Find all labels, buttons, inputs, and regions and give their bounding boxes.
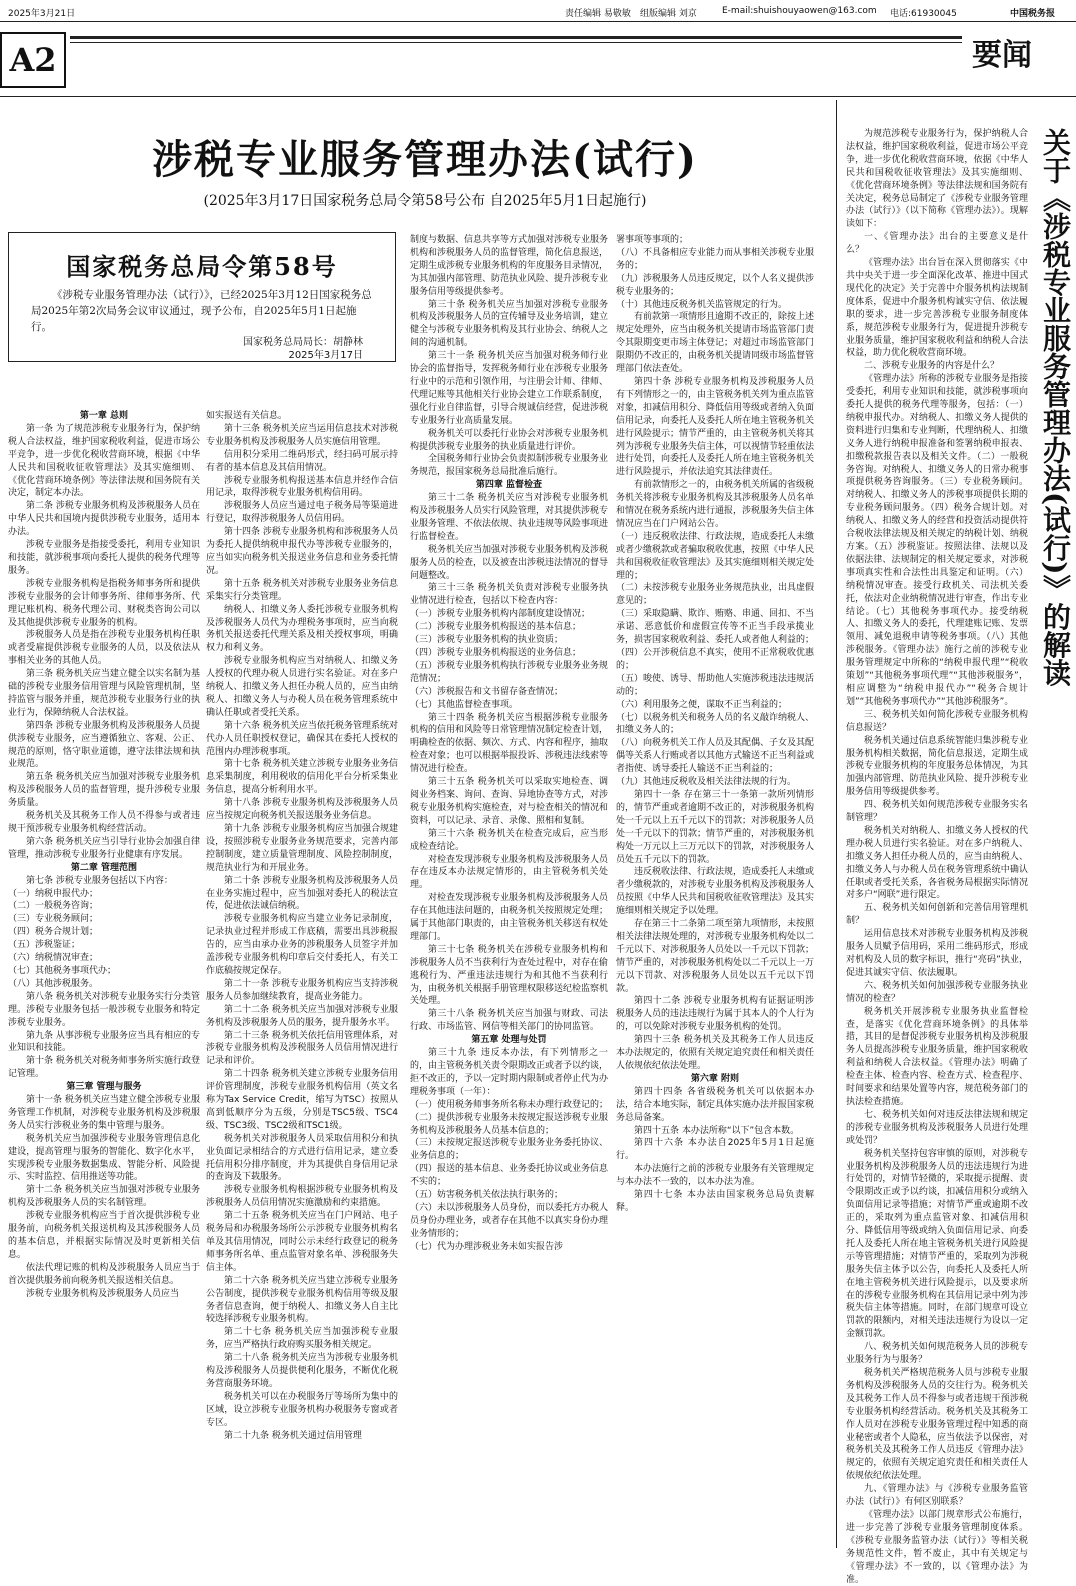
list-item: （八）其他涉税服务。 bbox=[8, 978, 99, 989]
chapter-heading: 第二章 管理范围 bbox=[70, 862, 138, 873]
paragraph: 第七条 涉税专业服务包括以下内容： bbox=[26, 875, 173, 886]
list-item: （十）其他违反税务机关监管规定的行为。 bbox=[616, 299, 788, 310]
paragraph: 税务机关严格规范税务人员与涉税专业服务机构及涉税服务人员的交往行为。税务机关及其税务工作人员不得参与或者违规干预涉税专业服务机构经营活动。税务机关及其税务工作人员对在涉税专业服务管理过程中知悉的商业秘密或者个人隐私，应当依法予以保密，对税务机关及其税务工作人员违反《管理办法》规定的，依照有关规定追究责任和相关责任人依规依纪依法处理。 bbox=[846, 1368, 1028, 1482]
list-item: （九）其他违反税收及相关法律法规的行为。 bbox=[616, 777, 797, 788]
paragraph: 税务机关坚持包容审慎的原则，对涉税专业服务机构及涉税服务人员的违法违规行为进行处罚的，对情节轻微的，采取提示提醒、责令限期改正或予以约谈，扣减信用积分或纳入负面信用记录等措施；对情节严重或逾期不改正的，采取列为重点监管对象、扣减信用积分、降低信用等级或纳入负面信用记录、向委托人及委托人所在地主管税务机关进行风险提示等管理措施；对情节严重的，采取列为涉税服务失信主体予以公告，向委托人及委托人所在地主管税务机关进行风险提示，以及要求所在的涉税专业服务机构在其信用记录中列为涉税失信主体等措施。同时，在部门规章可设立罚款的限额内，对相关违法违规行为设以一定金额罚款。 bbox=[846, 1148, 1028, 1340]
paragraph: 第三十三条 税务机关负责对涉税专业服务执业情况进行检查，包括以下检查内容： bbox=[410, 583, 608, 607]
paragraph: 《管理办法》所称的涉税专业服务是指接受委托，利用专业知识和技能，就涉税事项向委托人提供的税务代理等服务，包括：（一）纳税申报代办。对纳税人、扣缴义务人提供的资料进行归集和专业判断，代理纳税人、扣缴义务人进行纳税申报准备和签署纳税申报表、扣缴税款报告表以及相关文件。（二）一般税务咨询。对纳税人、扣缴义务人的日常办税事项提供税务咨询服务。（三）专业税务顾问。对纳税人、扣缴义务人的涉税事项提供长期的专业税务顾问服务。（四）税务合规计划。对纳税人、扣缴义务人的经营和投资活动提供符合税收法律法规及相关规定的纳税计划、纳税方案。（五）涉税鉴证。按照法律、法规以及依据法律、法规制定的相关规定要求，对涉税事项真实性和合法性出具鉴定和证明。（六）纳税情况审查。接受行政机关、司法机关委托，依法对企业纳税情况进行审查，作出专业结论。（七）其他税务事项代办。接受纳税人、扣缴义务人的委托，代理建账记账、发票领用、减免退税申请等税务事项。（八）其他涉税服务。《管理办法》施行之前的涉税专业服务管理规定中所称的“纳税申报代理”“税收策划”“其他税务事项代理”“其他涉税服务”，相应调整为“纳税申报代办”“税务合规计划”“其他税务事项代办”“其他涉税服务”。 bbox=[846, 374, 1028, 707]
list-item: （一）涉税专业服务机构内部制度建设情况； bbox=[410, 609, 591, 620]
decree-body: 《涉税专业服务管理办法（试行）》，已经2025年3月12日国家税务总局2025年第2次局务会议审议通过，现予公布，自2025年5月1日起施行。 bbox=[31, 289, 372, 333]
paragraph: 涉税专业服务是指接受委托，利用专业知识和技能，就涉税事项向委托人提供的税务代理等服务。 bbox=[8, 540, 200, 576]
paragraph: 第十二条 税务机关应当加强对涉税专业服务机构及涉税服务人员的实名制管理。 bbox=[8, 1185, 200, 1209]
decree-signer: 国家税务总局局长：胡静林 bbox=[243, 337, 363, 348]
paragraph: 税务机关应当加强对涉税专业服务机构及涉税服务人员的检查，以及被查出涉税违法情况的督导问题整改。 bbox=[410, 544, 609, 581]
paragraph: 第二十九条 税务机关通过信用管理 bbox=[224, 1430, 362, 1441]
paragraph: 三、税务机关如何简化涉税专业服务机构信息报送？ bbox=[846, 709, 1028, 733]
decree-title: 国家税务总局令第58号 bbox=[66, 252, 338, 281]
paragraph: 税务机关对纳税人、扣缴义务人授权的代理办税人员进行实名验证。对在多户纳税人、扣缴义务人担任办税人员的，应当由纳税人、扣缴义务人与办税人员在税务管理系统中确认任职或者受托关系，各省税务局根据实际情况对多户“网联”进行限定。 bbox=[846, 825, 1028, 901]
header-rule bbox=[0, 21, 1076, 22]
paragraph: 五、税务机关如何创新和完善信用管理机制？ bbox=[846, 903, 1028, 927]
list-item: 署事项等事项的； bbox=[616, 235, 689, 245]
list-item: （六）纳税情况审查； bbox=[8, 953, 99, 964]
list-item: （一）使用税务师事务所名称未办理行政登记的； bbox=[410, 1099, 609, 1110]
paragraph: 有前款第一项情形且逾期不改正的，除按上述规定处理外，应当由税务机关提请市场监管部门责令其限期变更市场主体登记；对超过市场监管部门限期仍不改正的，由税务机关提请同级市场监督管理部门依法查处。 bbox=[616, 312, 815, 375]
contact-email: E-mail:shuishouyaowen@163.com bbox=[722, 6, 877, 16]
paragraph: 一、《管理办法》出台的主要意义是什么？ bbox=[846, 232, 1028, 256]
paragraph: 第五条 税务机关应当加强对涉税专业服务机构及涉税服务人员的监督管理，提升涉税专业服务质量。 bbox=[8, 772, 200, 809]
paragraph: 涉税专业服务机构根据涉税专业服务机构及涉税服务人员信用情况实施激励和约束措施。 bbox=[206, 1185, 398, 1209]
paragraph: 第四十六条 本办法自2025年5月1日起施行。 bbox=[616, 1138, 814, 1162]
paragraph: 九、《管理办法》与《涉税专业服务监管办法（试行）》有何区别联系？ bbox=[846, 1484, 1028, 1508]
paragraph: 八、税务机关如何规范税务人员的涉税专业服务行为与服务？ bbox=[846, 1342, 1028, 1366]
paragraph: 第二十五条 税务机关应当在门户网站、电子税务局和办税服务场所公示涉税专业服务机构名单及其信用情况，同时公示未经行政登记的税务师事务所名单、重点监管对象名单、涉税服务失信主体。 bbox=[206, 1211, 398, 1273]
paragraph: 七、税务机关如何对违反法律法规和规定的涉税专业服务机构及涉税服务人员进行处理或处罚？ bbox=[846, 1109, 1028, 1146]
paragraph: 第二十一条 涉税专业服务机构应当支持涉税服务人员参加继续教育，提高业务能力。 bbox=[206, 978, 398, 1002]
list-item: （六）涉税报告和文书留存备查情况； bbox=[410, 686, 564, 697]
list-item: （二）未按涉税专业服务业务规范执业，出具虚假意见的； bbox=[616, 583, 815, 607]
paragraph: 第九条 从事涉税专业服务应当具有相应的专业知识和技能。 bbox=[8, 1030, 200, 1054]
section-rule-bottom bbox=[70, 42, 962, 43]
interpretation-column bbox=[846, 128, 1028, 1585]
chapter-heading: 第六章 附则 bbox=[690, 1073, 740, 1084]
paragraph: 第四条 涉税专业服务机构及涉税服务人员提供涉税专业服务，应当遵循独立、客观、公正、规范的原则，恪守职业道德，遵守法律法规和执业规范。 bbox=[8, 720, 200, 770]
paragraph: 对检查发现涉税专业服务机构及涉税服务人员存在违反本办法规定情形的，由主管税务机关处理。 bbox=[410, 854, 609, 891]
paragraph: 涉税专业服务机构应当建立业务记录制度，记录执业过程并形成工作底稿，需要出具涉税报告的，应当由承办业务的涉税服务人员签字并加盖涉税专业服务机构印章后交付委托人，有关工作底稿按规定保存。 bbox=[206, 914, 398, 976]
decree-date: 2025年3月17日 bbox=[288, 350, 363, 361]
paragraph: 第十五条 税务机关对涉税专业服务业务信息采集实行分类管理。 bbox=[206, 578, 398, 602]
list-item: （八）向税务机关工作人员及其配偶、子女及其配偶等关系人行贿或者以其他方式输送不正当利益或者指使、诱导委托人输送不正当利益的； bbox=[616, 738, 815, 775]
article-subtitle: (2025年3月17日国家税务总局令第58号公布 自2025年5月1日起施行) bbox=[203, 193, 647, 209]
paragraph: 涉税服务人员应当通过电子税务局等渠道进行登记，取得涉税服务人员信用码。 bbox=[206, 501, 398, 525]
paragraph: 本办法施行之前的涉税专业服务有关管理规定与本办法不一致的，以本办法为准。 bbox=[616, 1164, 815, 1188]
chapter-heading: 第三章 管理与服务 bbox=[66, 1082, 142, 1093]
chapter-heading: 第五章 处理与处罚 bbox=[471, 1035, 547, 1046]
chapter-heading: 第四章 监督检查 bbox=[475, 480, 543, 491]
list-item: （二）涉税专业服务机构报送的基本信息； bbox=[410, 622, 582, 633]
list-item: （七）以税务机关和税务人员的名义敲诈纳税人、扣缴义务人的； bbox=[616, 712, 815, 736]
paragraph: 第二十三条 税务机关依托信用管理体系，对涉税专业服务机构及涉税服务人员信用情况进行记录和评价。 bbox=[206, 1030, 398, 1067]
paragraph: 《管理办法》出台旨在深入贯彻落实《中共中央关于进一步全面深化改革、推进中国式现代化的决定》关于完善中介服务机构法规制度体系，促进中介服务机构诚实守信、依法履职的要求，进一步完善涉税专业服务制度体系，规范涉税专业服务行为，促进提升涉税专业服务质量，维护国家税收利益和纳税人合法权益，助力优化税收营商环境。 bbox=[846, 258, 1028, 359]
paragraph: 存在第三十二条第二项至第九项情形，未按照相关法律法规处理的，对涉税专业服务机构处以二千元以下、对涉税服务人员处以一千元以下罚款；情节严重的，对涉税服务机构处以二千元以上一万元以下罚款、对涉税服务人员处以五千元以下罚款。 bbox=[616, 919, 815, 994]
paragraph: 第三十八条 税务机关应当加强与财政、司法行政、市场监管、网信等相关部门的协同监管。 bbox=[410, 1009, 608, 1033]
list-item: （五）涉税专业服务机构执行涉税专业服务业务规范情况； bbox=[410, 660, 609, 684]
section-title: 要闻 bbox=[972, 38, 1032, 73]
paragraph: 第十八条 涉税专业服务机构及涉税服务人员应当按规定向税务机关报送服务业务信息。 bbox=[206, 798, 398, 822]
chapter-heading: 第一章 总则 bbox=[79, 411, 129, 421]
paragraph: 四、税务机关如何规范涉税专业服务实名制管理？ bbox=[846, 800, 1028, 824]
paragraph: 六、税务机关如何加强涉税专业服务执业情况的检查？ bbox=[846, 980, 1028, 1004]
section-rule-top bbox=[70, 36, 962, 39]
paragraph: 第四十七条 本办法由国家税务总局负责解释。 bbox=[616, 1190, 814, 1213]
paragraph: 二、涉税专业服务的内容是什么？ bbox=[864, 361, 1000, 372]
paragraph: 第一条 为了规范涉税专业服务行为，保护纳税人合法权益，维护国家税收利益，促进市场公平竞争，进一步优化税收营商环境，根据《中华人民共和国税收征收管理法》及其实施细则、《优化营商环境条例》等法律法规和国务院有关决定，制定本办法。 bbox=[8, 423, 200, 499]
interpretation-title: 关于《涉税专业服务管理办法(试行)》的解读 bbox=[1039, 128, 1072, 687]
decree-box bbox=[8, 232, 396, 362]
paragraph: 涉税专业服务机构及涉税服务人员应当 bbox=[26, 1288, 180, 1299]
paragraph: 第十四条 涉税专业服务机构和涉税服务人员为委托人提供纳税申报代办等涉税专业服务的，应当如实向税务机关报送业务信息和业务委托情况。 bbox=[206, 527, 398, 576]
paragraph: 第三十条 税务机关应当加强对涉税专业服务机构及涉税服务人员的宣传辅导及业务培训，建立健全与涉税专业服务机构及其行业协会、纳税人之间的沟通机制。 bbox=[410, 299, 609, 349]
paragraph: 涉税专业服务机构是指税务师事务所和提供涉税专业服务的会计师事务所、律师事务所、代理记账机构、税务代理公司、财税类咨询公司以及其他提供涉税专业服务的机构。 bbox=[8, 578, 200, 628]
paragraph: 为规范涉税专业服务行为，保护纳税人合法权益，维护国家税收利益，促进市场公平竞争，进一步优化税收营商环境，依据《中华人民共和国税收征收管理法》及其实施细则、《优化营商环境条例》等法律法规和国务院有关决定，税务总局制定了《涉税专业服务管理办法（试行）》（以下简称《管理办法》）。现解读如下： bbox=[846, 129, 1028, 230]
paragraph: 涉税专业服务机构报送基本信息并经作合信用记录，取得涉税专业服务机构信用码。 bbox=[206, 475, 398, 499]
list-item: （七）代为办理涉税业务未如实报告涉 bbox=[410, 1241, 564, 1252]
list-item: （四）公开涉税信息不真实，使用不正常税收优惠的； bbox=[616, 648, 815, 671]
list-item: （二）提供涉税专业服务未按规定报送涉税专业服务机构及涉税服务人员基本信息的； bbox=[410, 1112, 609, 1136]
list-item: （一）纳税申报代办； bbox=[8, 888, 99, 899]
paragraph: 第三条 税务机关应当建立健全以实名制为基础的涉税专业服务信用管理与风险管理机制，坚持监管与服务并重，规范涉税专业服务行业的执业行为，保障纳税人合法权益。 bbox=[8, 669, 200, 718]
list-item: （四）报送的基本信息、业务委托协议或业务信息不实的； bbox=[410, 1164, 609, 1188]
paragraph: 全国税务师行业协会负责拟制涉税专业服务业务规范，报国家税务总局批准后施行。 bbox=[410, 454, 609, 478]
paragraph: 税务机关可以委托行业协会对涉税专业服务机构提供涉税专业服务的执业质量进行评价。 bbox=[410, 428, 609, 452]
article-column-2 bbox=[206, 410, 398, 1544]
article-column-1 bbox=[8, 410, 200, 1544]
list-item: 如实报送有关信息。 bbox=[206, 411, 288, 421]
paragraph: 税务机关对涉税服务人员采取信用积分和执业负面记录相结合的方式进行信用记录，建立委托信用积分排序制度，并为其提供自身信用记录的查询及下载服务。 bbox=[206, 1133, 398, 1183]
paragraph: 第十条 税务机关对税务师事务所实施行政登记管理。 bbox=[8, 1056, 200, 1080]
paragraph: 税务机关应当加强涉税专业服务管理信息化建设，提高管理与服务的智能化、数字化水平，实现涉税专业服务数据集成、智能分析、风险提示、实时监控、信用推送等功能。 bbox=[8, 1133, 200, 1183]
paragraph: 运用信息技术对涉税专业服务机构及涉税服务人员赋予信用码，采用二维码形式，形成对机构及人员的数字标识，推行“亮码”执业，促进其诚实守信、依法履职。 bbox=[846, 929, 1028, 978]
layout-editor-credit: 组版编辑 刘京 bbox=[640, 9, 697, 19]
list-item: （五）涉税鉴证； bbox=[8, 940, 81, 951]
paragraph: 有前款情形之一的，由税务机关所属的省级税务机关将涉税专业服务机构及其涉税服务人员名单和情况在税务系统内进行通报，涉税服务失信主体情况应当在门户网站公告。 bbox=[616, 480, 815, 529]
article-column-4 bbox=[616, 234, 814, 1544]
paragraph: 第三十二条 税务机关应当对涉税专业服务机构及涉税服务人员实行风险管理，对其提供涉税专业服务管理、不依法依规、执业违规等风险事项进行监督检查。 bbox=[410, 493, 609, 542]
paragraph: 第十九条 涉税专业服务机构应当加强合规建设，按照涉税专业服务业务规范要求，完善内部控制制度，建立质量管理制度、风险控制制度，规范执业行为和开展业务。 bbox=[206, 824, 398, 873]
paragraph: 第四十二条 涉税专业服务机构有证据证明涉税服务人员的违法违规行为属于其本人的个人行为的，可以免除对涉税专业服务机构的处罚。 bbox=[616, 996, 815, 1033]
paragraph: 税务机关通过信息系统智能归集涉税专业服务机构相关数据，简化信息报送，定期生成涉税专业服务机构的年度服务总体情况，为其加强内部管理、防范执业风险、提升涉税专业服务信用等级提供参考。 bbox=[846, 735, 1028, 798]
paragraph: 第二十八条 税务机关应当为涉税专业服务机构及涉税服务人员提供便利化服务，不断优化税务营商服务环境。 bbox=[206, 1353, 398, 1389]
paragraph: 第三十七条 税务机关在涉税专业服务机构和涉税服务人员不当获利行为查处过程中，对存在偷逃税行为、严重违法违规行为和其他不当获利行为，由税务机关根据手册管理权限移送纪检监察机关处理。 bbox=[410, 944, 609, 1007]
paragraph: 第二条 涉税专业服务机构及涉税服务人员在中华人民共和国境内提供涉税专业服务，适用本办法。 bbox=[8, 501, 200, 538]
paragraph: 第八条 税务机关对涉税专业服务实行分类管理。涉税专业服务包括一般涉税专业服务和特定涉税专业服务。 bbox=[8, 991, 200, 1028]
paragraph: 第十六条 税务机关应当依托税务管理系统对代办人员任职授权登记，确保其在委托人授权的范围内办理涉税事项。 bbox=[206, 720, 398, 757]
paragraph: 税务机关开展涉税专业服务执业监督检查，是落实《优化营商环境条例》的具体举措，其目的是督促涉税专业服务机构及涉税服务人员提高涉税专业服务质量，维护国家税收利益和纳税人合法权益。《管理办法》明确了检查主体、检查内容、检查方式、检查程序、时间要求和结果处置等内容，规范税务部门的执法检查措施。 bbox=[846, 1006, 1028, 1107]
issue-date: 2025年3月21日 bbox=[8, 9, 76, 19]
paragraph: 第十一条 税务机关应当建立健全涉税专业服务管理工作机制，对涉税专业服务机构及涉税服务人员实行涉税业务的集中管理与服务。 bbox=[8, 1095, 200, 1131]
paragraph: 对检查发现涉税专业服务机构及涉税服务人员存在其他违法问题的，由税务机关按照规定处理；属于其他部门职责的，由主管税务机关移送有权处理部门。 bbox=[410, 893, 609, 942]
list-item: （六）利用服务之便，谋取不正当利益的； bbox=[616, 699, 788, 710]
paragraph: 第三十五条 税务机关可以采取实地检查、调阅业务档案、询问、查询、异地协查等方式，对涉税专业服务机构实施检查，对与检查相关的情况和资料，可以记录、录音、录像、照相和复制。 bbox=[410, 777, 609, 826]
list-item: （二）一般税务咨询； bbox=[8, 901, 99, 912]
paragraph: 第四十四条 各省级税务机关可以依据本办法，结合本地实际，制定具体实施办法并报国家税务总局备案。 bbox=[616, 1086, 815, 1123]
list-item: （四）涉税专业服务机构报送的业务信息； bbox=[410, 648, 582, 658]
column-separator bbox=[836, 100, 837, 1548]
list-item: （八）不具备相应专业能力而从事相关涉税专业服务的； bbox=[616, 247, 815, 271]
paragraph: 纳税人、扣缴义务人委托涉税专业服务机构及涉税服务人员代为办理税务事项时，应当向税务机关报送委托代理关系及相关授权事项，明确权力和利义务。 bbox=[206, 604, 398, 654]
paragraph: 第四十五条 本办法所称“以下”包含本数。 bbox=[634, 1125, 800, 1136]
paragraph: 第二十二条 税务机关应当加强对涉税专业服务机构及涉税服务人员的服务，提升服务水平。 bbox=[206, 1004, 398, 1028]
paragraph: 第二十六条 税务机关应当建立涉税专业服务公告制度，提供涉税专业服务机构信用等级及服务者信息查询，便于纳税人、扣缴义务人自主比较选择涉税专业服务机构。 bbox=[206, 1275, 398, 1325]
paragraph: 第四十条 涉税专业服务机构及涉税服务人员有下列情形之一的，由主管税务机关列为重点监管对象，扣减信用积分、降低信用等级或者纳入负面信用记录，向委托人及委托人所在地主管税务机关进行风险提示；情节严重的，由主管税务机关将其列为涉税专业服务失信主体，可以视情节轻重依法进行处罚，向委托人及委托人所在地主管税务机关进行风险提示，并依法追究其法律责任。 bbox=[616, 376, 815, 478]
list-item: （九）涉税服务人员违反规定，以个人名义提供涉税专业服务的； bbox=[616, 273, 815, 297]
paragraph: 信用积分采用二维码形式，经扫码可展示持有者的基本信息及其信用情况。 bbox=[206, 449, 398, 473]
list-item: （六）未以涉税服务人员身份，而以委托方办税人员身份办理业务，或者存在其他不以真实身份办理业务情形的； bbox=[410, 1202, 609, 1239]
list-item: （五）唆使、诱导、帮助他人实施涉税违法违规活动的； bbox=[616, 673, 815, 697]
paragraph: 第六条 税务机关应当引导行业协会加强自律管理，推动涉税专业服务行业健康有序发展。 bbox=[8, 836, 200, 860]
editor-credit: 责任编辑 易敬敏 bbox=[565, 9, 631, 19]
paragraph: 第二十七条 税务机关应当加强涉税专业服务，应当严格执行政府购买服务相关规定。 bbox=[206, 1327, 398, 1351]
page-number-box: A2 bbox=[0, 32, 66, 88]
paragraph: 税务机关及其税务工作人员不得参与或者违规干预涉税专业服务机构经营活动。 bbox=[8, 811, 200, 834]
paragraph: 第四十一条 存在第三十一条第一款所列情形的，情节严重或者逾期不改正的，对涉税服务机构处一千元以上五千元以下的罚款；对涉税服务人员处一千元以下的罚款；情节严重的，对涉税服务机构处一万元以上三万元以下的罚款，对涉税服务人员处五千元以下的罚款。 bbox=[616, 789, 815, 865]
list-item: （三）未按规定报送涉税专业服务业务委托协议、业务信息的； bbox=[410, 1138, 609, 1162]
list-item: （三）采取隐瞒、欺诈、贿赂、串通、回扣、不当承诺、恶意低价和虚假宣传等不正当手段承揽业务，损害国家税收利益、委托人或者他人利益的； bbox=[616, 609, 815, 646]
list-item: （一）违反税收法律、行政法规，造成委托人未缴或者少缴税款或者骗取税收优惠，按照《中华人民共和国税收征收管理法》及其实施细则相关规定处理的； bbox=[616, 531, 815, 581]
paragraph: 第三十四条 税务机关应当根据涉税专业服务机构的信用和风险等日常管理情况制定检查计划，明确检查的依据、频次、方式、内容和程序，抽取检查对象；也可以根据举报投诉、涉税违法线索等情况进行检查。 bbox=[410, 712, 609, 775]
paragraph: 《管理办法》以部门规章形式公布施行，进一步完善了涉税专业服务管理制度体系。《涉税专业服务监管办法（试行）》等相关税务规范性文件，暂不废止，其中有关规定与《管理办法》不一致的，以《管理办法》为准。 bbox=[846, 1509, 1028, 1585]
contact-phone: 电话:61930045 bbox=[890, 9, 957, 19]
paragraph: 涉税专业服务机构应当对纳税人、扣缴义务人授权的代理办税人员进行实名验证。对在多户纳税人、扣缴义务人担任办税人员的，应当由纳税人、扣缴义务人与办税人员在税务管理系统中确认任职或者受托关系。 bbox=[206, 656, 398, 718]
paragraph: 第十七条 税务机关建立涉税专业服务业务信息采集制度，利用税收的信用化平台分析采集业务信息，提高分析利用水平。 bbox=[206, 759, 398, 796]
list-item: （七）其他监督检查事项。 bbox=[410, 699, 519, 710]
list-item: （三）涉税专业服务机构的执业资质； bbox=[410, 635, 564, 646]
paragraph: 第二十四条 税务机关建立涉税专业服务信用评价管理制度，涉税专业服务机构信用（英文名称为Tax Service Credit，缩写为TSC）按照从高到低顺序分为五级，分别是TSC5级、TSC4级、TSC3级、TSC2级和TSC1级。 bbox=[206, 1069, 398, 1131]
article-title: 涉税专业服务管理办法(试行) bbox=[152, 136, 698, 183]
paragraph: 涉税服务人员是指在涉税专业服务机构任职或者受雇提供涉税专业服务的人员，以及依法从事相关业务的其他人员。 bbox=[8, 630, 200, 667]
list-item: 制度与数据、信息共享等方式加强对涉税专业服务机构和涉税服务人员的监督管理，简化信息报送，定期生成涉税专业服务机构的年度服务目录情况，为其加强内部管理、防范执业风险、提升涉税专业服务信用等级提供参考。 bbox=[410, 235, 609, 297]
paragraph: 第十三条 税务机关应当运用信息技术对涉税专业服务机构及涉税服务人员实施信用管理。 bbox=[206, 423, 398, 447]
article-column-3 bbox=[410, 234, 608, 1544]
list-item: （四）税务合规计划； bbox=[8, 927, 99, 938]
masthead-rule bbox=[0, 96, 1076, 97]
list-item: （五）妨害税务机关依法执行职务的； bbox=[410, 1190, 564, 1201]
paragraph: 第四十三条 税务机关及其税务工作人员违反本办法规定的，依照有关规定追究责任和相关责任人依规依纪依法处理。 bbox=[616, 1035, 815, 1071]
paragraph: 依法代理记账的机构及涉税服务人员应当于首次提供服务前向税务机关报送相关信息。 bbox=[8, 1262, 200, 1286]
list-item: （三）专业税务顾问； bbox=[8, 914, 99, 925]
paragraph: 涉税专业服务机构应当于首次提供涉税专业服务前，向税务机关报送机构及其涉税服务人员的基本信息，并根据实际情况及时更新相关信息。 bbox=[8, 1211, 200, 1260]
paragraph: 第三十六条 税务机关在检查完成后，应当形成检查结论。 bbox=[410, 828, 608, 852]
paragraph: 税务机关可以在办税服务厅等场所为集中的区域，设立涉税专业服务机构办税服务专窗或者专区。 bbox=[206, 1391, 398, 1428]
paragraph: 第三十一条 税务机关应当加强对税务师行业协会的监督指导，发挥税务师行业在涉税专业服务行业中的示范和引领作用，与注册会计师、律师、代理记账等其他相关行业协会建立工作联系制度，强化行业自律监督，引导合规诚信经营，促进涉税专业服务行业高质量发展。 bbox=[410, 351, 609, 426]
paragraph: 第二十条 涉税专业服务机构及涉税服务人员在业务实施过程中，应当加强对委托人的税法宣传，促进依法诚信纳税。 bbox=[206, 875, 398, 912]
paper-name: 中国税务报 bbox=[1010, 9, 1056, 19]
list-item: （七）其他税务事项代办； bbox=[8, 965, 117, 976]
paragraph: 第三十九条 违反本办法，有下列情形之一的，由主管税务机关责令限期改正或者予以约谈，拒不改正的，予以一定时期内限制或者停止代为办理税务事项（一年）： bbox=[410, 1048, 609, 1097]
paragraph: 违反税收法律、行政法规，造成委托人未缴或者少缴税款的，对涉税专业服务机构及涉税服务人员按照《中华人民共和国税收征收管理法》及其实施细则相关规定予以处理。 bbox=[616, 867, 815, 917]
